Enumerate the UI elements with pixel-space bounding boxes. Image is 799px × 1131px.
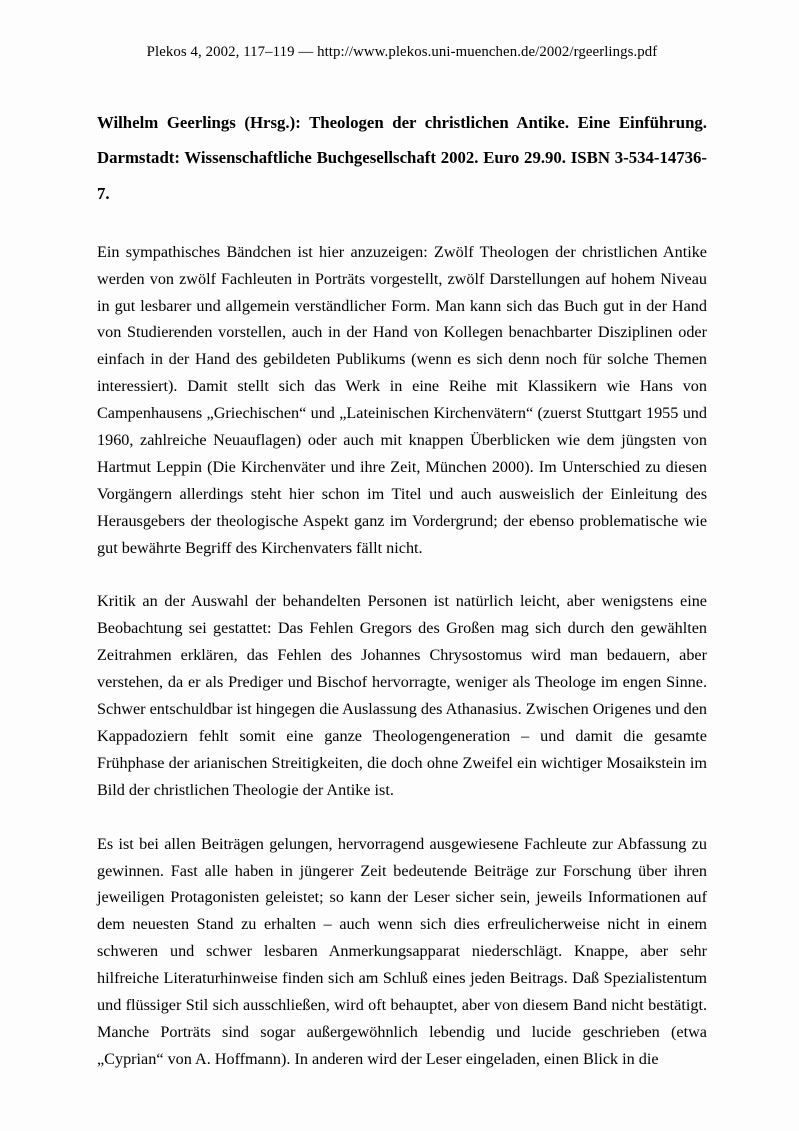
review-title: Wilhelm Geerlings (Hrsg.): Theologen der christlichen Antike. Eine Einführung. Darmstadt: Wissenschaftliche Buchgesellschaft 2002. Euro 29.90. ISBN 3-534-14736-7. bbox=[97, 113, 707, 203]
journal-citation-header: Plekos 4, 2002, 117–119 — http://www.plekos.uni-muenchen.de/2002/rgeerlings.pdf bbox=[146, 44, 658, 60]
paragraph-3: Es ist bei allen Beiträgen gelungen, hervorragend ausgewiesene Fachleute zur Abfassung zu gewinnen. Fast alle haben in jüngerer Zeit bedeutende Beiträge zur Forschung über ihren jeweiligen Protagonisten geleistet; so kann der Leser sicher sein, jeweils Informationen auf dem neuesten Stand zu erhalten – auch wenn sich dies erfreulicherweise nicht in einem schweren und schwer lesbaren Anmerkungsapparat niederschlägt. Knappe, aber sehr hilfreiche Literaturhinweise finden sich am Schluß eines jeden Beitrags. Daß Spezialistentum und flüssiger Stil sich ausschließen, wird oft behauptet, aber von diesem Band nicht bestätigt. Manche Porträts sind sogar außergewöhnlich lebendig und lucide geschrieben (etwa „Cyprian“ von A. Hoffmann). In anderen wird der Leser eingeladen, einen Blick in die bbox=[97, 834, 707, 1068]
paragraph-1: Ein sympathisches Bändchen ist hier anzuzeigen: Zwölf Theologen der christlichen Antike werden von zwölf Fachleuten in Porträts vorgestellt, zwölf Darstellungen auf hohem Niveau in gut lesbarer und allgemein verständlicher Form. Man kann sich das Buch gut in der Hand von Studierenden vorstellen, auch in der Hand von Kollegen benachbarter Disziplinen oder einfach in der Hand des gebildeten Publikums (wenn es sich denn noch für solche Themen interessiert). Damit stellt sich das Werk in eine Reihe mit Klassikern wie Hans von Campenhausens „Griechischen“ und „Lateinischen Kirchenvätern“ (zuerst Stuttgart 1955 und 1960, zahlreiche Neuauflagen) oder auch mit knappen Überblicken wie dem jüngsten von Hartmut Leppin (Die Kirchenväter und ihre Zeit, München 2000). Im Unterschied zu diesen Vorgängern allerdings steht hier schon im Titel und auch ausweislich der Einleitung des Herausgebers der theologische Aspekt ganz im Vordergrund; der ebenso problematische wie gut bewährte Begriff des Kirchenvaters fällt nicht. bbox=[97, 242, 707, 557]
review-body bbox=[97, 239, 707, 1073]
paragraph-2: Kritik an der Auswahl der behandelten Personen ist natürlich leicht, aber wenigstens eine Beobachtung sei gestattet: Das Fehlen Gregors des Großen mag sich durch den gewählten Zeitrahmen erklären, das Fehlen des Johannes Chrysostomus wird man bedauern, aber verstehen, da er als Prediger und Bischof hervorragte, weniger als Theologe im engen Sinne. Schwer entschuldbar ist hingegen die Auslassung des Athanasius. Zwischen Origenes und den Kappadoziern fehlt somit eine ganze Theologengeneration – und damit die gesamte Frühphase der arianischen Streitigkeiten, die doch ohne Zweifel ein wichtiger Mosaikstein im Bild der christlichen Theologie der Antike ist. bbox=[97, 592, 707, 799]
